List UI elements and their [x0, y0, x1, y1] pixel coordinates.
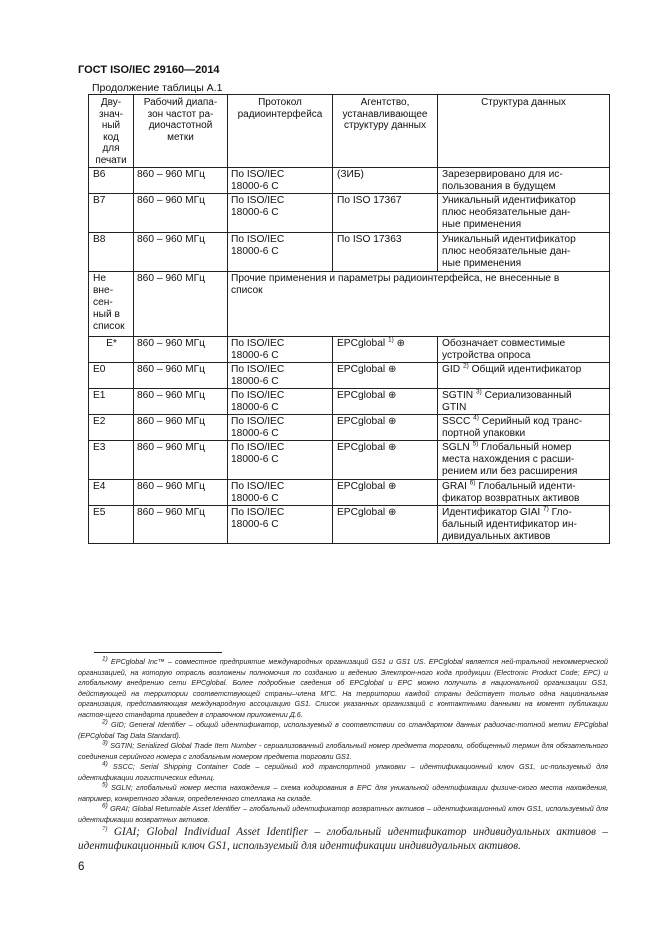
- protocol-text: По ISO/IEC 18000-6 C: [231, 481, 285, 504]
- frequency-cell: [134, 194, 228, 233]
- structure-text: Зарезервировано для ис- пользования в будущем: [442, 169, 563, 192]
- frequency-text: 860 – 960 МГц: [137, 481, 205, 492]
- frequency-cell: [134, 441, 228, 480]
- protocol-text: По ISO/IEC 18000-6 C: [231, 338, 285, 361]
- protocol-text: По ISO/IEC 18000-6 C: [231, 390, 285, 413]
- code-text: E0: [93, 364, 106, 375]
- code-cell: [89, 194, 134, 233]
- code-cell: [89, 415, 134, 441]
- column-header: Протокол радиоинтерфейса: [228, 95, 333, 168]
- footnote-mark: 3): [102, 739, 108, 747]
- footnote: [78, 720, 608, 741]
- footnote-text: SGLN; глобальный номер места нахождения – схема кодирования в EPC для уникальной идентификации физиче-ского места нахождения, например, конкретного здания, определенного стеллажа на складе.: [78, 783, 608, 803]
- protocol-text: По ISO/IEC 18000-6 C: [231, 169, 285, 192]
- code-cell: [89, 480, 134, 506]
- table-row: [89, 233, 610, 272]
- code-text: B8: [93, 234, 106, 245]
- agency-text: По ISO 17367: [337, 195, 402, 206]
- unlisted-description-cell: [228, 272, 610, 337]
- protocol-cell: [228, 363, 333, 389]
- table-header-row: [89, 95, 610, 168]
- agency-text: ⊕: [393, 338, 406, 349]
- agency-cell: [333, 337, 438, 363]
- page-number: 6: [78, 861, 85, 873]
- structure-text: SSCC: [442, 416, 474, 427]
- footnote: [78, 783, 608, 804]
- code-cell: [89, 363, 134, 389]
- document-header: ГОСТ ISO/IEC 29160—2014: [78, 64, 220, 76]
- footnote: [78, 804, 608, 825]
- footnote-mark: 2): [102, 718, 108, 726]
- structure-text: SGLN: [442, 442, 473, 453]
- frequency-text: 860 – 960 МГц: [137, 364, 205, 375]
- structure-cell: [438, 168, 610, 194]
- table-row: [89, 337, 610, 363]
- frequency-table: [88, 94, 610, 544]
- footnote-text: SGTIN; Serialized Global Trade Item Number - сериализованный глобальный номер предмета торговли, обобщенный термин для обязательного соединения серийного номера с глобальным номером предмета торговли GS1.: [78, 741, 608, 761]
- structure-cell: [438, 441, 610, 480]
- agency-text: EPCglobal ⊕: [337, 364, 397, 375]
- agency-cell: [333, 168, 438, 194]
- footnote-mark: 1): [102, 655, 108, 663]
- footnote-ref: 3): [475, 388, 482, 396]
- protocol-cell: [228, 233, 333, 272]
- frequency-cell: [134, 480, 228, 506]
- agency-text: EPCglobal ⊕: [337, 507, 397, 518]
- agency-text: EPCglobal ⊕: [337, 390, 397, 401]
- protocol-cell: [228, 389, 333, 415]
- table-row: [89, 415, 610, 441]
- column-header: Структура данных: [438, 95, 610, 168]
- footnote-ref: 6): [469, 479, 476, 487]
- frequency-text: 860 – 960 МГц: [137, 169, 205, 180]
- column-header: Агентство, устанавливающее структуру данных: [333, 95, 438, 168]
- footnote-text: GID; General Identifier – общий идентификатор, используемый в соответствии со стандартом данных радиочас-тотной метки EPCglobal (EPCglobal Tag Data Standard).: [78, 720, 608, 740]
- structure-text: Уникальный идентификатор плюс необязательные дан- ные применения: [442, 234, 576, 269]
- frequency-cell: [134, 168, 228, 194]
- footnote-mark: 4): [102, 760, 108, 768]
- frequency-cell: [134, 506, 228, 544]
- column-header: Рабочий диапа- зон частот ра- диочастотной метки: [134, 95, 228, 168]
- code-text: E1: [93, 390, 106, 401]
- structure-text: GRAI: [442, 481, 470, 492]
- code-cell: [89, 272, 134, 337]
- table-row: [89, 168, 610, 194]
- footnote-separator: [94, 652, 222, 653]
- code-text: B6: [93, 169, 106, 180]
- footnote: [78, 741, 608, 762]
- structure-cell: [438, 480, 610, 506]
- agency-cell: [333, 194, 438, 233]
- footnote-ref: 4): [473, 414, 479, 422]
- footnote-ref: 1): [387, 336, 394, 344]
- code-cell: [89, 337, 134, 363]
- footnote-text: EPCglobal Inc™ – совместное предприятие международных организаций GS1 и GS1 US. EPCglobal является ней-тральной некоммерческой организацией, на которую отрасль возложены полномочия по созданию и ведению Электрон-ного кода продукции (Electronic Product Code; EPC) и глобальному внедрению сети EPCglobal. Более подробные сведения об EPCglobal и EPC можно получить в национальной организации GS1, действующей на территории соответствующей страны–члена МГС. На территории каждой страны действует только одна национальная организация, представляющая международную ассоциацию GS1. Список указанных организаций с контактными данными на момент публикации настоя-щего стандарта приведен в справочном приложении Д.6.: [78, 657, 608, 719]
- footnote-text: GIAI; Global Individual Asset Identifier – глобальный идентификатор индивидуальных активов – идентификационный ключ GS1, используемый для идентификации индивидуальных активов.: [78, 826, 608, 852]
- footnote-mark: 6): [102, 802, 108, 810]
- frequency-text: 860 – 960 МГц: [137, 195, 205, 206]
- structure-cell: [438, 233, 610, 272]
- footnote-ref: 5): [472, 440, 479, 448]
- footnote-mark: 5): [102, 781, 108, 789]
- code-text: E2: [93, 416, 106, 427]
- structure-text: Глобальный иденти- фикатор возвратных активов: [442, 481, 580, 504]
- code-cell: [89, 389, 134, 415]
- table-row: [89, 441, 610, 480]
- table-row: [89, 389, 610, 415]
- code-text: Не вне- сен- ный в список: [93, 273, 125, 332]
- protocol-text: По ISO/IEC 18000-6 C: [231, 507, 285, 530]
- structure-cell: [438, 337, 610, 363]
- protocol-cell: [228, 168, 333, 194]
- code-text: E4: [93, 481, 106, 492]
- structure-text: GID: [442, 364, 463, 375]
- table-row: [89, 194, 610, 233]
- frequency-text: 860 – 960 МГц: [137, 390, 205, 401]
- protocol-cell: [228, 415, 333, 441]
- footnote-mark: 7): [102, 825, 108, 833]
- structure-cell: [438, 415, 610, 441]
- structure-cell: [438, 389, 610, 415]
- protocol-text: По ISO/IEC 18000-6 C: [231, 416, 285, 439]
- frequency-cell: [134, 363, 228, 389]
- structure-text: Общий идентификатор: [468, 364, 582, 375]
- table-row: [89, 506, 610, 544]
- column-header: Дву- знач- ный код для печати: [89, 95, 134, 168]
- structure-text: Гло- бальный идентификатор ин- дивидуальных активов: [442, 507, 577, 542]
- structure-text: SGTIN: [442, 390, 476, 401]
- agency-cell: [333, 415, 438, 441]
- code-cell: [89, 168, 134, 194]
- agency-text: EPCglobal ⊕: [337, 481, 397, 492]
- agency-cell: [333, 506, 438, 544]
- agency-cell: [333, 441, 438, 480]
- protocol-cell: [228, 441, 333, 480]
- protocol-text: По ISO/IEC 18000-6 C: [231, 364, 285, 387]
- footnote: [78, 762, 608, 783]
- frequency-cell: [134, 389, 228, 415]
- protocol-text: По ISO/IEC 18000-6 C: [231, 195, 285, 218]
- agency-text: EPCglobal ⊕: [337, 416, 397, 427]
- frequency-text: 860 – 960 МГц: [137, 273, 205, 284]
- frequency-text: 860 – 960 МГц: [137, 234, 205, 245]
- footnote: [78, 825, 608, 853]
- footnote-ref: 7): [543, 505, 549, 513]
- agency-text: (ЗИБ): [337, 169, 364, 180]
- code-text: E*: [106, 338, 117, 349]
- code-cell: [89, 233, 134, 272]
- agency-text: По ISO 17363: [337, 234, 402, 245]
- code-cell: [89, 441, 134, 480]
- footnote: [78, 657, 608, 720]
- agency-cell: [333, 480, 438, 506]
- structure-cell: [438, 194, 610, 233]
- code-text: E5: [93, 507, 106, 518]
- structure-text: Обозначает совместимые устройства опроса: [442, 338, 566, 361]
- table-row: [89, 363, 610, 389]
- frequency-text: 860 – 960 МГц: [137, 338, 205, 349]
- frequency-cell: [134, 272, 228, 337]
- structure-cell: [438, 363, 610, 389]
- structure-text: Серийный код транс- портной упаковки: [442, 416, 583, 439]
- frequency-text: 860 – 960 МГц: [137, 442, 205, 453]
- table-row: [89, 480, 610, 506]
- structure-text: Идентификатор GIAI: [442, 507, 544, 518]
- structure-cell: [438, 506, 610, 544]
- agency-cell: [333, 233, 438, 272]
- code-cell: [89, 506, 134, 544]
- structure-text: Глобальный номер места нахождения с расши- рением или без расширения: [442, 442, 578, 477]
- protocol-cell: [228, 194, 333, 233]
- protocol-cell: [228, 480, 333, 506]
- table-caption: Продолжение таблицы А.1: [92, 82, 223, 94]
- frequency-cell: [134, 233, 228, 272]
- unlisted-description-text: Прочие применения и параметры радиоинтерфейса, не внесенные в список: [231, 273, 560, 296]
- frequency-text: 860 – 960 МГц: [137, 507, 205, 518]
- frequency-cell: [134, 337, 228, 363]
- agency-cell: [333, 363, 438, 389]
- protocol-text: По ISO/IEC 18000-6 C: [231, 234, 285, 257]
- agency-cell: [333, 389, 438, 415]
- footnote-text: SSCC; Serial Shipping Container Code – серийный код транспортной упаковки – идентификационный ключ GS1, ис-пользуемый для идентификации логистических единиц.: [78, 762, 608, 782]
- structure-text: Сериализованный GTIN: [442, 390, 572, 413]
- agency-text: EPCglobal: [337, 338, 388, 349]
- code-text: E3: [93, 442, 106, 453]
- table-row: [89, 272, 610, 337]
- footnote-text: GRAI; Global Returnable Asset Identifier – глобальный идентификатор возвратных активов – идентификационный ключ GS1, используемый для идентификации возвратных активов.: [78, 804, 608, 824]
- frequency-cell: [134, 415, 228, 441]
- code-text: B7: [93, 195, 106, 206]
- structure-text: Уникальный идентификатор плюс необязательные дан- ные применения: [442, 195, 576, 230]
- agency-text: EPCglobal ⊕: [337, 442, 397, 453]
- protocol-text: По ISO/IEC 18000-6 C: [231, 442, 285, 465]
- protocol-cell: [228, 506, 333, 544]
- frequency-text: 860 – 960 МГц: [137, 416, 205, 427]
- footnote-ref: 2): [462, 362, 469, 370]
- footnotes: [78, 652, 608, 853]
- protocol-cell: [228, 337, 333, 363]
